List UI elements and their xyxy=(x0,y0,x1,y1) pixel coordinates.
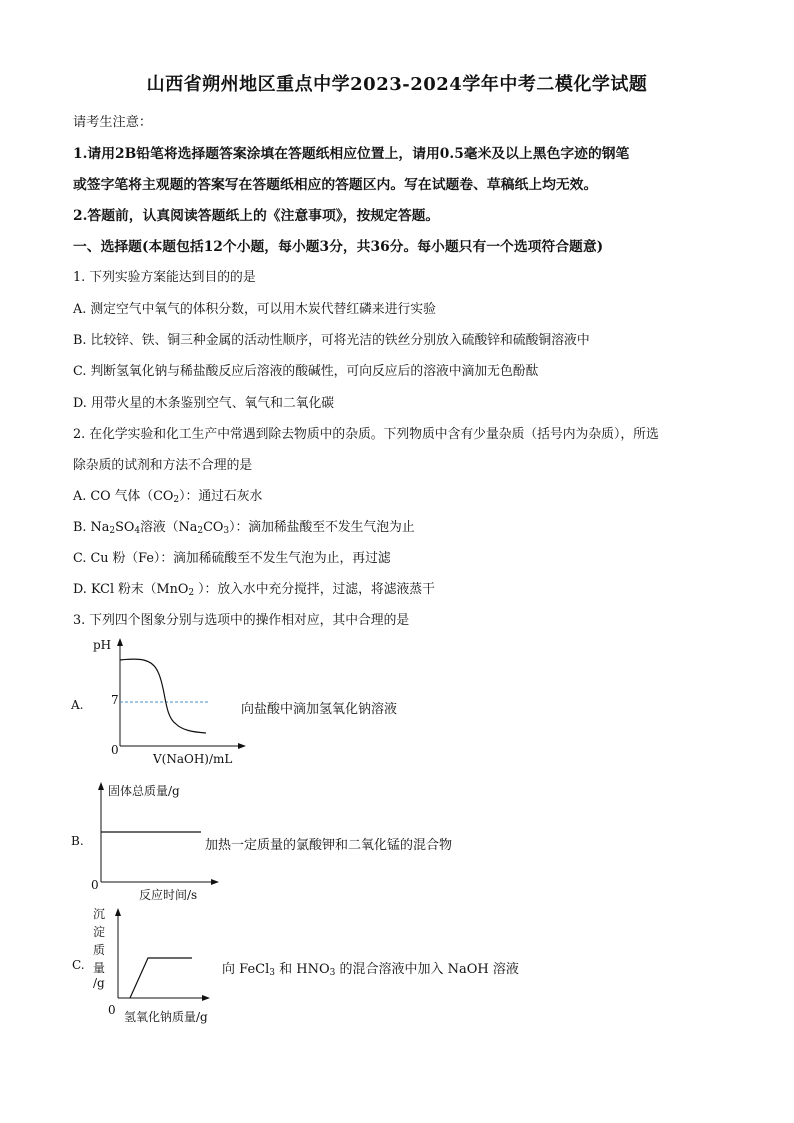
graph-a-ytick-7: 7 xyxy=(111,693,119,707)
graph-a-letter: A. xyxy=(71,698,84,712)
graph-c-plot xyxy=(112,904,232,1004)
graph-a-curve xyxy=(120,659,206,733)
q1-stem: 1. 下列实验方案能达到目的的是 xyxy=(73,270,256,285)
graph-c-y-arrow xyxy=(115,908,121,916)
graph-c-letter: C. xyxy=(72,958,85,972)
graph-a-plot xyxy=(110,636,270,756)
notice-item-1a: 1.请用2B铅笔将选择题答案涂填在答题纸相应位置上，请用0.5毫米及以上黑色字迹的钢笔 xyxy=(73,146,630,162)
q1-option-b: B. 比较锌、铁、铜三种金属的活动性顺序，可将光洁的铁丝分别放入硫酸锌和硫酸铜溶液中 xyxy=(73,333,590,348)
q3-stem: 3. 下列四个图象分别与选项中的操作相对应，其中合理的是 xyxy=(73,613,410,628)
graph-a-origin: 0 xyxy=(111,743,119,757)
q2-stem-b: 除杂质的试剂和方法不合理的是 xyxy=(73,458,253,473)
q2-option-d: D. KCl 粉末（MnO$_2$ ）：放入水中充分搅拌，过滤，将滤液蒸干 xyxy=(73,582,435,598)
graph-b-origin: 0 xyxy=(91,878,99,892)
q2-option-a: A. CO 气体$(CO_2)$：通过石灰水 xyxy=(73,489,263,505)
graph-c-ylabel-2: 淀 xyxy=(93,925,106,939)
section-heading: 一、选择题(本题包括12个小题，每小题3分，共36分。每小题只有一个选项符合题意) xyxy=(73,239,604,255)
graph-c-ylabel-3: 质 xyxy=(93,943,106,957)
graph-c-line xyxy=(130,958,192,998)
graph-b-y-arrow xyxy=(98,782,104,790)
graph-b-x-arrow xyxy=(211,879,219,885)
graph-a-ylabel: pH xyxy=(93,638,112,652)
graph-c-ylabel-4: 量 xyxy=(93,961,106,975)
graph-b-xlabel: 反应时间/s xyxy=(139,888,198,902)
notice-item-2: 2.答题前，认真阅读答题纸上的《注意事项》，按规定答题。 xyxy=(73,208,440,224)
graph-b-letter: B. xyxy=(71,834,84,848)
page-title: 山西省朔州地区重点中学2023-2024学年中考二模化学试题 xyxy=(146,74,648,95)
graph-b-ylabel: 固体总质量/g xyxy=(108,784,180,798)
q2-stem-a: 2. 在化学实验和化工生产中常遇到除去物质中的杂质。下列物质中含有少量杂质（括号内为杂质），所选 xyxy=(73,427,659,442)
graph-b-plot xyxy=(95,778,235,888)
q2-option-b: B. $Na_2SO_4$溶液$(Na_2CO_3)$：滴加稀盐酸至不发生气泡为止 xyxy=(73,520,415,536)
graph-c-xlabel: 氢氧化钠质量/g xyxy=(124,1010,208,1024)
graph-c-caption: 向 FeCl$_3$ 和 $HNO_3$ 的混合溶液中加入 NaOH 溶液 xyxy=(222,962,519,978)
graph-c-x-arrow xyxy=(202,995,210,1001)
q1-option-a: A. 测定空气中氧气的体积分数，可以用木炭代替红磷来进行实验 xyxy=(73,302,436,317)
notice-item-1b: 或签字笔将主观题的答案写在答题纸相应的答题区内。写在试题卷、草稿纸上均无效。 xyxy=(73,177,598,193)
notice-heading: 请考生注意： xyxy=(73,115,153,130)
graph-c-ylabel-1: 沉 xyxy=(93,907,106,921)
q1-option-c: C. 判断氢氧化钠与稀盐酸反应后溶液的酸碱性，可向反应后的溶液中滴加无色酚酞 xyxy=(73,364,539,379)
graph-c-ylabel-5: /g xyxy=(93,976,105,990)
q1-option-d: D. 用带火星的木条鉴别空气、氧气和二氧化碳 xyxy=(73,396,335,411)
graph-a-xlabel: V(NaOH)/mL xyxy=(153,752,233,766)
q2-option-c: C. Cu 粉（Fe）：滴加稀硫酸至不发生气泡为止，再过滤 xyxy=(73,551,391,566)
graph-a-y-arrow xyxy=(117,638,123,646)
graph-a-caption: 向盐酸中滴加氢氧化钠溶液 xyxy=(241,702,398,717)
graph-c-origin: 0 xyxy=(108,1003,116,1017)
graph-a-x-arrow xyxy=(238,743,246,749)
graph-b-caption: 加热一定质量的氯酸钾和二氧化锰的混合物 xyxy=(205,838,453,853)
